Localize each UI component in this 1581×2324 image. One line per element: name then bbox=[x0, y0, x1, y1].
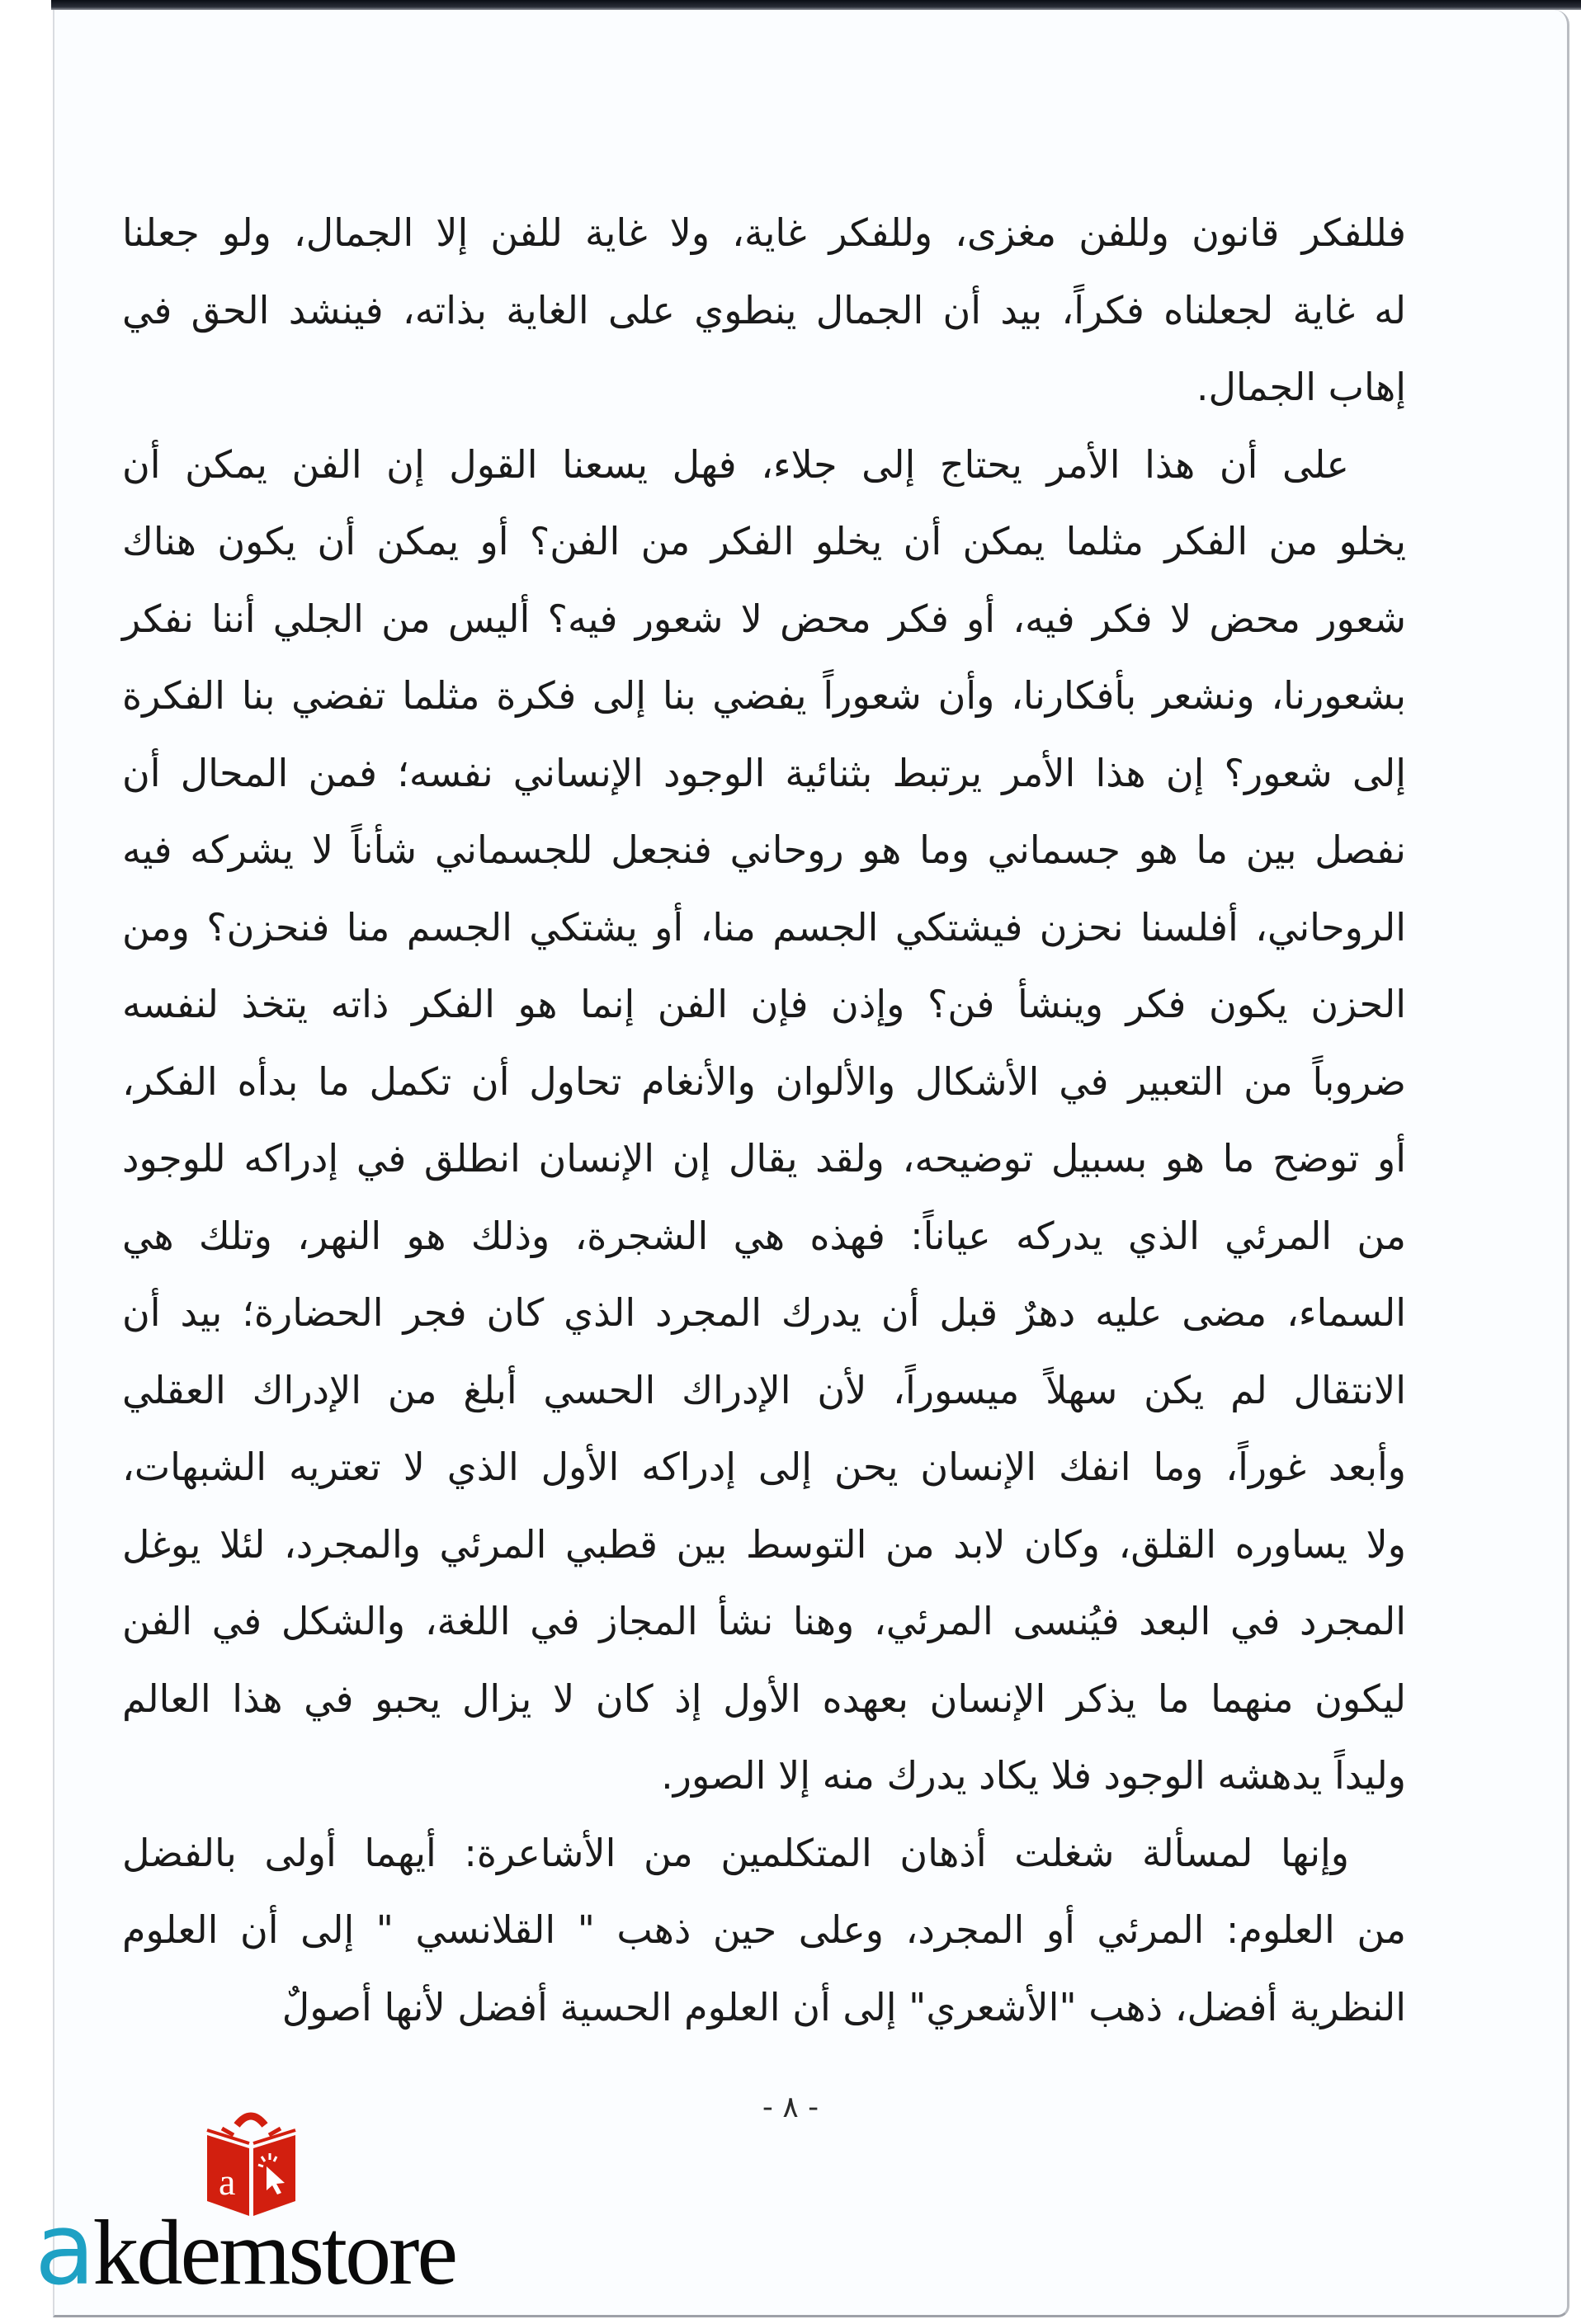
text-line: له غاية لجعلناه فكراً، بيد أن الجمال ينطوي على الغاية بذاته، فينشد الحق في bbox=[122, 287, 1406, 332]
scan-top-edge bbox=[51, 0, 1581, 10]
text-line: الانتقال لم يكن سهلاً ميسوراً، لأن الإدراك الحسي أبلغ من الإدراك العقلي bbox=[122, 1367, 1406, 1412]
text-line: المجرد في البعد فيُنسى المرئي، وهنا نشأ المجاز في اللغة، والشكل في الفن bbox=[122, 1599, 1406, 1643]
text-line: النظرية أفضل، ذهب "الأشعري" إلى أن العلوم الحسية أفضل لأنها أصولٌ bbox=[281, 1984, 1406, 2029]
text-line: وليداً يدهشه الوجود فلا يكاد يدرك منه إلا الصور. bbox=[661, 1753, 1406, 1798]
body-text bbox=[122, 195, 1406, 2046]
text-line: أو توضح ما هو بسبيل توضيحه، ولقد يقال إن الإنسان انطلق في إدراكه للوجود bbox=[122, 1136, 1406, 1181]
paragraph bbox=[122, 427, 1406, 1815]
text-line: ليكون منهما ما يذكر الإنسان بعهده الأول إذ كان لا يزال يحبو في هذا العالم bbox=[122, 1676, 1406, 1721]
text-line: ولا يساوره القلق، وكان لابد من التوسط بين قطبي المرئي والمجرد، لئلا يوغل bbox=[122, 1521, 1406, 1567]
page-number: - ٨ - bbox=[762, 2091, 819, 2124]
text-line: شعور محض لا فكر فيه، أو فكر محض لا شعور فيه؟ أليس من الجلي أننا نفكر bbox=[122, 596, 1406, 641]
text-line: إهاب الجمال. bbox=[1196, 365, 1406, 409]
svg-text:a: a bbox=[219, 2161, 236, 2203]
text-line: إلى شعور؟ إن هذا الأمر يرتبط بثنائية الوجود الإنساني نفسه؛ فمن المحال أن bbox=[122, 750, 1406, 795]
text-line: فللفكر قانون وللفن مغزى، وللفكر غاية، ولا غاية للفن إلا الجمال، ولو جعلنا bbox=[122, 210, 1406, 255]
text-line: من المرئي الذي يدركه عياناً: فهذه هي الشجرة، وذلك هو النهر، وتلك هي bbox=[122, 1213, 1406, 1258]
paragraph bbox=[122, 1815, 1406, 2047]
text-line: ضروباً من التعبير في الأشكال والألوان والأنغام تحاول أن تكمل ما بدأه الفكر، bbox=[122, 1058, 1406, 1104]
text-line: السماء، مضى عليه دهرٌ قبل أن يدرك المجرد الذي كان فجر الحضارة؛ بيد أن bbox=[122, 1290, 1406, 1335]
paragraph bbox=[122, 195, 1406, 427]
book-cart-cursor-icon bbox=[204, 2102, 299, 2218]
text-line: وإنها لمسألة شغلت أذهان المتكلمين من الأشاعرة: أيهما أولى بالفضل bbox=[122, 1830, 1349, 1875]
brand-wordmark bbox=[35, 2193, 456, 2308]
text-line: نفصل بين ما هو جسماني وما هو روحاني فنجعل للجسماني شأناً لا يشركه فيه bbox=[122, 827, 1406, 872]
brand-name-rest: kdemstore bbox=[92, 2202, 456, 2304]
text-line: من العلوم: المرئي أو المجرد، وعلى حين ذهب " القلانسي " إلى أن العلوم bbox=[122, 1907, 1406, 1952]
text-line: على أن هذا الأمر يحتاج إلى جلاء، فهل يسعنا القول إن الفن يمكن أن bbox=[122, 441, 1349, 487]
text-line: بشعورنا، ونشعر بأفكارنا، وأن شعوراً يفضي بنا إلى فكرة مثلما تفضي بنا الفكرة bbox=[122, 673, 1406, 718]
text-line: وأبعد غوراً، وما انفك الإنسان يحن إلى إدراكه الأول الذي لا تعتريه الشبهات، bbox=[122, 1445, 1406, 1489]
text-line: الروحاني، أفلسنا نحزن فيشتكي الجسم منا، أو يشتكي الجسم منا فنحزن؟ ومن bbox=[122, 904, 1406, 950]
akdemstore-watermark bbox=[35, 2102, 464, 2308]
brand-accent-letter: a bbox=[35, 2193, 93, 2308]
text-line: يخلو من الفكر مثلما يمكن أن يخلو الفكر من الفن؟ أو يمكن أن يكون هناك bbox=[122, 519, 1406, 563]
text-line: الحزن يكون فكر وينشأ فن؟ وإذن فإن الفن إنما هو الفكر ذاته يتخذ لنفسه bbox=[122, 982, 1406, 1026]
